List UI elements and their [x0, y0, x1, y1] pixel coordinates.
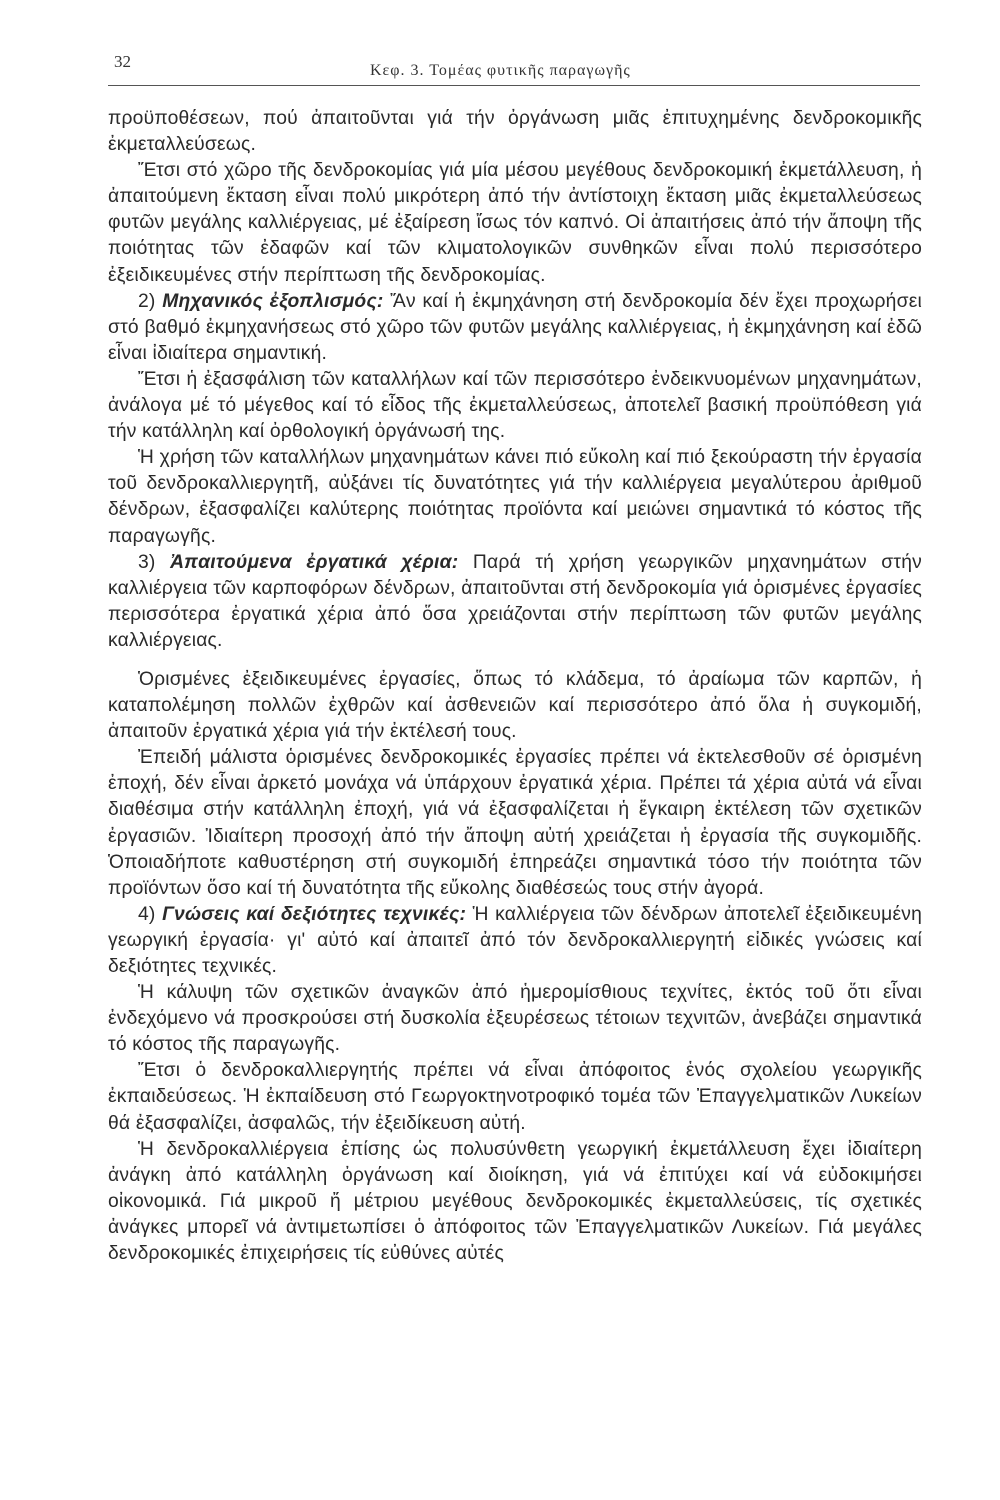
paragraph-education: Ἔτσι ὁ δενδροκαλλιεργητής πρέπει νά εἶναι ἀπόφοιτος ἑνός σχολείου γεωργικῆς ἐκπαιδεύσεως. Ἡ ἐκπαίδευση στό Γεωργοκτηνοτροφικό τομέα τῶν Ἐπαγγελματικῶν Λυκείων θά ἐξασφαλίζει, ἀσφαλῶς, τήν ἐξειδίκευση αὐτή.	[108, 1060, 922, 1134]
section-3-label: 3)	[138, 551, 171, 573]
running-title: Κεφ. 3. Τομέας φυτικῆς παραγωγῆς	[370, 62, 631, 79]
paragraph-area-requirements: Ἔτσι στό χῶρο τῆς δενδροκομίας γιά μία μέσου μεγέθους δενδροκομική ἐκμετάλλευση, ἡ ἀπαιτούμενη ἔκταση εἶναι πολύ μικρότερη ἀπό τήν ἀντίστοιχη ἔκταση μιᾶς ἐκμεταλλεύσεως φυτῶν μεγάλης καλλιέργειας, μέ ἐξαίρεση ἴσως τόν καπνό. Οἱ ἀπαιτήσεις ἀπό τήν ἄποψη τῆς ποιότητας τῶν ἐδαφῶν καί τῶν κλιματολογικῶν συνθηκῶν εἶναι πολύ περισσότερο ἐξειδικευμένες στήν περίπτωση τῆς δενδροκομίας.	[108, 160, 922, 286]
section-4-text: Ἡ καλλιέργεια τῶν δένδρων ἀποτελεῖ ἐξειδικευμένη γεωργική ἐργασία· γι' αὐτό καί ἀπαιτεῖ ἀπό τόν δενδροκαλλιεργητή εἰδικές γνώσεις καί δεξιότητες τεχνικές.	[108, 903, 923, 977]
section-2-mechanical-equipment	[108, 289, 922, 367]
header-rule	[108, 85, 920, 86]
section-4-label: 4)	[138, 903, 163, 925]
section-3-heading: Ἀπαιτούμενα ἐργατικά χέρια:	[170, 551, 459, 573]
section-3-text: Παρά τή χρήση γεωργικῶν μηχανημάτων στήν καλλιέργεια τῶν καρποφόρων δένδρων, ἀπαιτοῦνται στή δενδροκομία γιά ὁρισμένες ἐργασίες περισσότερα ἐργατικά χέρια ἀπό ὅσα χρειάζονται στήν περίπτωση τῶν φυτῶν μεγάλης καλλιέργειας.	[108, 551, 922, 651]
section-2-label: 2)	[138, 290, 163, 312]
paragraph-continuation: προϋποθέσεων, πού ἀπαιτοῦνται γιά τήν ὀργάνωση μιᾶς ἐπιτυχημένης δενδροκομικῆς ἐκμεταλλεύσεως.	[108, 108, 922, 156]
section-2-heading: Μηχανικός ἐξοπλισμός:	[162, 290, 384, 312]
section-2-text: Ἄν καί ἡ ἐκμηχάνηση στή δενδροκομία δέν ἔχει προχωρήσει στό βαθμό ἐκμηχανήσεως στό χῶρο τῶν φυτῶν μεγάλης καλλιέργειας, ἡ ἐκμηχάνηση καί ἐδῶ εἶναι ἰδιαίτερα σημαντική.	[108, 290, 922, 364]
page-number: 32	[114, 52, 131, 71]
paragraph-day-laborers: Ἡ κάλυψη τῶν σχετικῶν ἀναγκῶν ἀπό ἡμερομίσθιους τεχνίτες, ἐκτός τοῦ ὅτι εἶναι ἐνδεχόμενο νά προσκρούσει στή δυσκολία ἐξευρέσεως τέτοιων τεχνιτῶν, ἀνεβάζει σημαντικά τό κόστος τῆς παραγωγῆς.	[108, 982, 922, 1056]
paragraph-seasonal-labor: Ἐπειδή μάλιστα ὁρισμένες δενδροκομικές ἐργασίες πρέπει νά ἐκτελεσθοῦν σέ ὁρισμένη ἐποχή, δέν εἶναι ἀρκετό μονάχα νά ὑπάρχουν ἐργατικά χέρια. Πρέπει τά χέρια αὐτά νά εἶναι διαθέσιμα στήν κατάλληλη ἐποχή, γιά νά ἐξασφαλίζεται ἡ ἔγκαιρη ἐκτέλεση τῶν σχετικῶν ἐργασιῶν. Ἰδιαίτερη προσοχή ἀπό τήν ἄποψη αὐτή χρειάζεται ἡ ἐργασία τῆς συγκομιδῆς. Ὁποιαδήποτε καθυστέρηση στή συγκομιδή ἐπηρεάζει σημαντικά τόσο τήν ποιότητα τῶν προϊόντων ὅσο καί τή δυνατότητα τῆς εὔκολης διαθέσεώς τους στήν ἀγορά.	[108, 747, 922, 899]
paragraph-machinery-selection: Ἔτσι ἡ ἐξασφάλιση τῶν καταλλήλων καί τῶν περισσότερο ἐνδεικνυομένων μηχανημάτων, ἀνάλογα μέ τό μέγεθος καί τό εἶδος τῆς ἐκμεταλλεύσεως, ἀποτελεῖ βασική προϋπόθεση γιά τήν κατάλληλη καί ὀρθολογική ὀργάνωσή της.	[108, 368, 922, 443]
section-4-heading: Γνώσεις καί δεξιότητες τεχνικές:	[162, 903, 467, 925]
page-header	[108, 52, 920, 88]
paragraph-organization: Ἡ δενδροκαλλιέργεια ἐπίσης ὡς πολυσύνθετη γεωργική ἐκμετάλλευση ἔχει ἰδιαίτερη ἀνάγκη ἀπό κατάλληλη ὀργάνωση καί διοίκηση, γιά νά ἐπιτύχει καί νά εὐδοκιμήσει οἰκονομικά. Γιά μικροῦ ἤ μέτριου μεγέθους δενδροκομικές ἐκμεταλλεύσεις, τίς σχετικές ἀνάγκες μπορεῖ νά ἀντιμετωπίσει ὁ ἀπόφοιτος τῶν Ἐπαγγελματικῶν Λυκείων. Γιά μεγάλες δενδροκομικές ἐπιχειρήσεις τίς εὐθύνες αὐτές	[108, 1138, 922, 1265]
section-3-labor-force	[108, 550, 922, 654]
paragraph-machinery-benefits: Ἡ χρήση τῶν καταλλήλων μηχανημάτων κάνει πιό εὔκολη καί πιό ξεκούραστη τήν ἐργασία τοῦ δενδροκαλλιεργητῆ, αὐξάνει τίς δυνατότητες γιά τήν καλλιέργεια μεγαλύτερου ἀριθμοῦ δένδρων, ἐξασφαλίζει καλύτερης ποιότητας προϊόντα καί μειώνει σημαντικά τό κόστος τῆς παραγωγῆς.	[108, 447, 922, 547]
body-text	[108, 106, 922, 1267]
section-4-technical-skills	[108, 902, 922, 980]
paragraph-specialized-tasks: Ὁρισμένες ἐξειδικευμένες ἐργασίες, ὅπως τό κλάδεμα, τό ἀραίωμα τῶν καρπῶν, ἡ καταπολέμηση πολλῶν ἐχθρῶν καί ἀσθενειῶν καί περισσότερο ἀπό ὅλα ἡ συγκομιδή, ἀπαιτοῦν ἐργατικά χέρια γιά τήν ἐκτέλεσή τους.	[108, 668, 922, 743]
